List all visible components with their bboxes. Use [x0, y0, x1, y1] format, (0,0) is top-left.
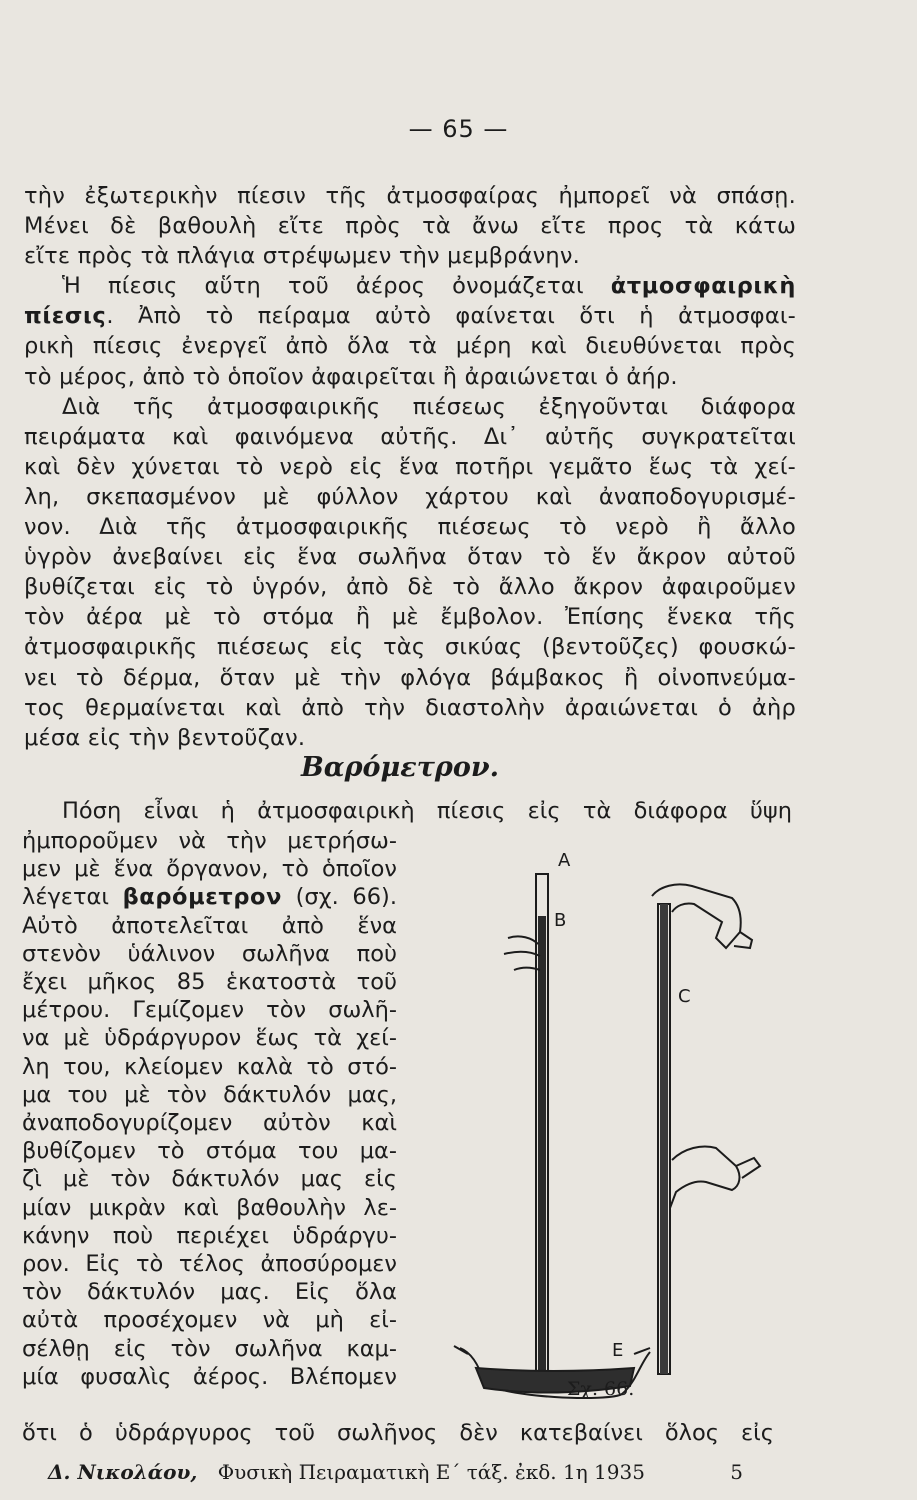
- term-pressure: πίεσις: [24, 303, 107, 330]
- left-tube-mercury: [538, 916, 546, 1376]
- text-line: στενὸν ὑάλινον σωλῆνα ποὺ: [22, 940, 397, 967]
- text-line: ἔχει μῆκος 85 ἑκατοστὰ τοῦ: [22, 969, 397, 996]
- text-line: ὑγρὸν ἀνεβαίνει εἰς ἕνα σωλῆνα ὅταν τὸ ἕν ἄκρον αὐτοῦ: [24, 544, 796, 571]
- barometer-column: [22, 827, 397, 1391]
- text-line: μία φυσαλὶς ἀέρος. Βλέπομεν: [22, 1363, 397, 1390]
- text-line: βυθίζεται εἰς τὸ ὑγρόν, ἀπὸ δὲ τὸ ἄλλο ἄκρον ἀφαιροῦμεν: [24, 574, 796, 601]
- text-line: νει τὸ δέρμα, ὅταν μὲ τὴν φλόγα βάμβακος ἢ οἰνοπνεύμα-: [24, 664, 796, 691]
- barometer-intro: Πόση εἶναι ἡ ἀτμοσφαιρικὴ πίεσις εἰς τὰ διάφορα ὕψη: [62, 798, 792, 824]
- text-line: μέσα εἰς τὴν βεντοῦζαν.: [24, 724, 306, 751]
- lower-hand: [670, 1147, 739, 1209]
- text-line: ἀναποδογυρίζομεν αὐτὸν καὶ: [22, 1110, 397, 1137]
- figure-caption: Σχ. 66.: [567, 1378, 635, 1400]
- footer-signature: 5: [730, 1460, 743, 1484]
- label-e: E: [612, 1340, 624, 1361]
- text-line: λέγεται βαρόμετρον (σχ. 66).: [22, 884, 397, 911]
- right-tube-mercury: [660, 904, 668, 1374]
- text-line: πίεσις. Ἀπὸ τὸ πείραμα αὐτὸ φαίνεται ὅτι ἡ ἀτμοσφαι-: [24, 303, 796, 330]
- text-line: τὸν δάκτυλόν μας. Εἰς ὅλα: [22, 1279, 397, 1306]
- text-line: εἴτε πρὸς τὰ πλάγια στρέψωμεν τὴν μεμβράνην.: [24, 243, 580, 270]
- text-line: Αὐτὸ ἀποτελεῖται ἀπὸ ἕνα: [22, 912, 397, 939]
- text-line: να μὲ ὑδράργυρον ἕως τὰ χεί-: [22, 1025, 397, 1052]
- text-line: Διὰ τῆς ἀτμοσφαιρικῆς πιέσεως ἐξηγοῦνται διάφορα: [62, 393, 796, 420]
- text-line: μεν μὲ ἕνα ὄργανον, τὸ ὁποῖον: [22, 856, 397, 883]
- text-line: μίαν μικρὰν καὶ βαθουλὴν λε-: [22, 1194, 397, 1221]
- label-c: C: [678, 986, 691, 1007]
- text-line: Μένει δὲ βαθουλὴ εἴτε πρὸς τὰ ἄνω εἴτε προς τὰ κάτω: [24, 213, 796, 240]
- footer-title: Φυσικὴ Πειραματικὴ Ε΄ τάξ. ἐκδ. 1η 1935: [217, 1460, 645, 1484]
- text-line: ζὶ μὲ τὸν δάκτυλόν μας εἰς: [22, 1166, 397, 1193]
- text-line: τὸν ἀέρα μὲ τὸ στόμα ἢ μὲ ἔμβολον. Ἐπίσης ἕνεκα τῆς: [24, 604, 796, 631]
- barometer-figure: [440, 842, 800, 1402]
- footer: [48, 1460, 743, 1484]
- page-number: — 65 —: [408, 115, 509, 143]
- text-line: μέτρου. Γεμίζομεν τὸν σωλῆ-: [22, 997, 397, 1024]
- final-line: ὅτι ὁ ὑδράργυρος τοῦ σωλῆνος δὲν κατεβαίνει ὅλος εἰς: [22, 1420, 774, 1446]
- label-a: A: [558, 850, 571, 871]
- text-line: τος θερμαίνεται καὶ ἀπὸ τὴν διαστολὴν ἀραιώνεται ὁ ἀὴρ: [24, 694, 796, 721]
- text-line: μα του μὲ τὸν δάκτυλόν μας,: [22, 1081, 397, 1108]
- label-b: B: [554, 910, 567, 931]
- term-atmospheric: ἀτμοσφαιρικὴ: [610, 273, 796, 300]
- text-line: νον. Διὰ τῆς ἀτμοσφαιρικῆς πιέσεως τὸ νερὸ ἢ ἄλλο: [24, 514, 796, 541]
- text-line: καὶ δὲν χύνεται τὸ νερὸ εἰς ἕνα ποτῆρι γεμᾶτο ἕως τὰ χεί-: [24, 453, 796, 480]
- text-line: τὴν ἐξωτερικὴν πίεσιν τῆς ἀτμοσφαίρας ἠμπορεῖ νὰ σπάσῃ.: [24, 183, 796, 209]
- footer-author: Δ. Νικολάου,: [48, 1460, 198, 1484]
- text-line: ἠμποροῦμεν νὰ τὴν μετρήσω-: [22, 828, 397, 854]
- text-line: Ἡ πίεσις αὕτη τοῦ ἀέρος ὀνομάζεται ἀτμοσφαιρικὴ: [62, 273, 796, 300]
- text-line: τὸ μέρος, ἀπὸ τὸ ὁποῖον ἀφαιρεῖται ἢ ἀραιώνεται ὁ ἀήρ.: [24, 363, 678, 390]
- term-barometer: βαρόμετρον: [122, 884, 283, 911]
- text-line: ρικὴ πίεσις ἐνεργεῖ ἀπὸ ὅλα τὰ μέρη καὶ διευθύνεται πρὸς: [24, 333, 796, 360]
- text-line: λη, σκεπασμένον μὲ φύλλον χάρτου καὶ ἀναποδογυρισμέ-: [24, 483, 796, 510]
- text-line: βυθίζομεν τὸ στόμα του μα-: [22, 1138, 397, 1165]
- section-title: Βαρόμετρον.: [300, 752, 499, 783]
- text-line: σέλθῃ εἰς τὸν σωλῆνα καμ-: [22, 1335, 397, 1362]
- text-line: ρον. Εἰς τὸ τέλος ἀποσύρομεν: [22, 1251, 397, 1278]
- text-line: λη του, κλείομεν καλὰ τὸ στό-: [22, 1053, 397, 1080]
- left-hand: [504, 936, 540, 970]
- text-line: αὐτὰ προσέχομεν νὰ μὴ εἰ-: [22, 1307, 397, 1334]
- body-text: [24, 181, 796, 753]
- text-line: ἀτμοσφαιρικῆς πιέσεως εἰς τὰς σικύας (βεντοῦζες) φουσκώ-: [24, 634, 796, 661]
- text-line: κάνην ποὺ περιέχει ὑδράργυ-: [22, 1222, 397, 1249]
- text-line: πειράματα καὶ φαινόμενα αὐτῆς. Δι᾽ αὐτῆς συγκρατεῖται: [24, 423, 796, 450]
